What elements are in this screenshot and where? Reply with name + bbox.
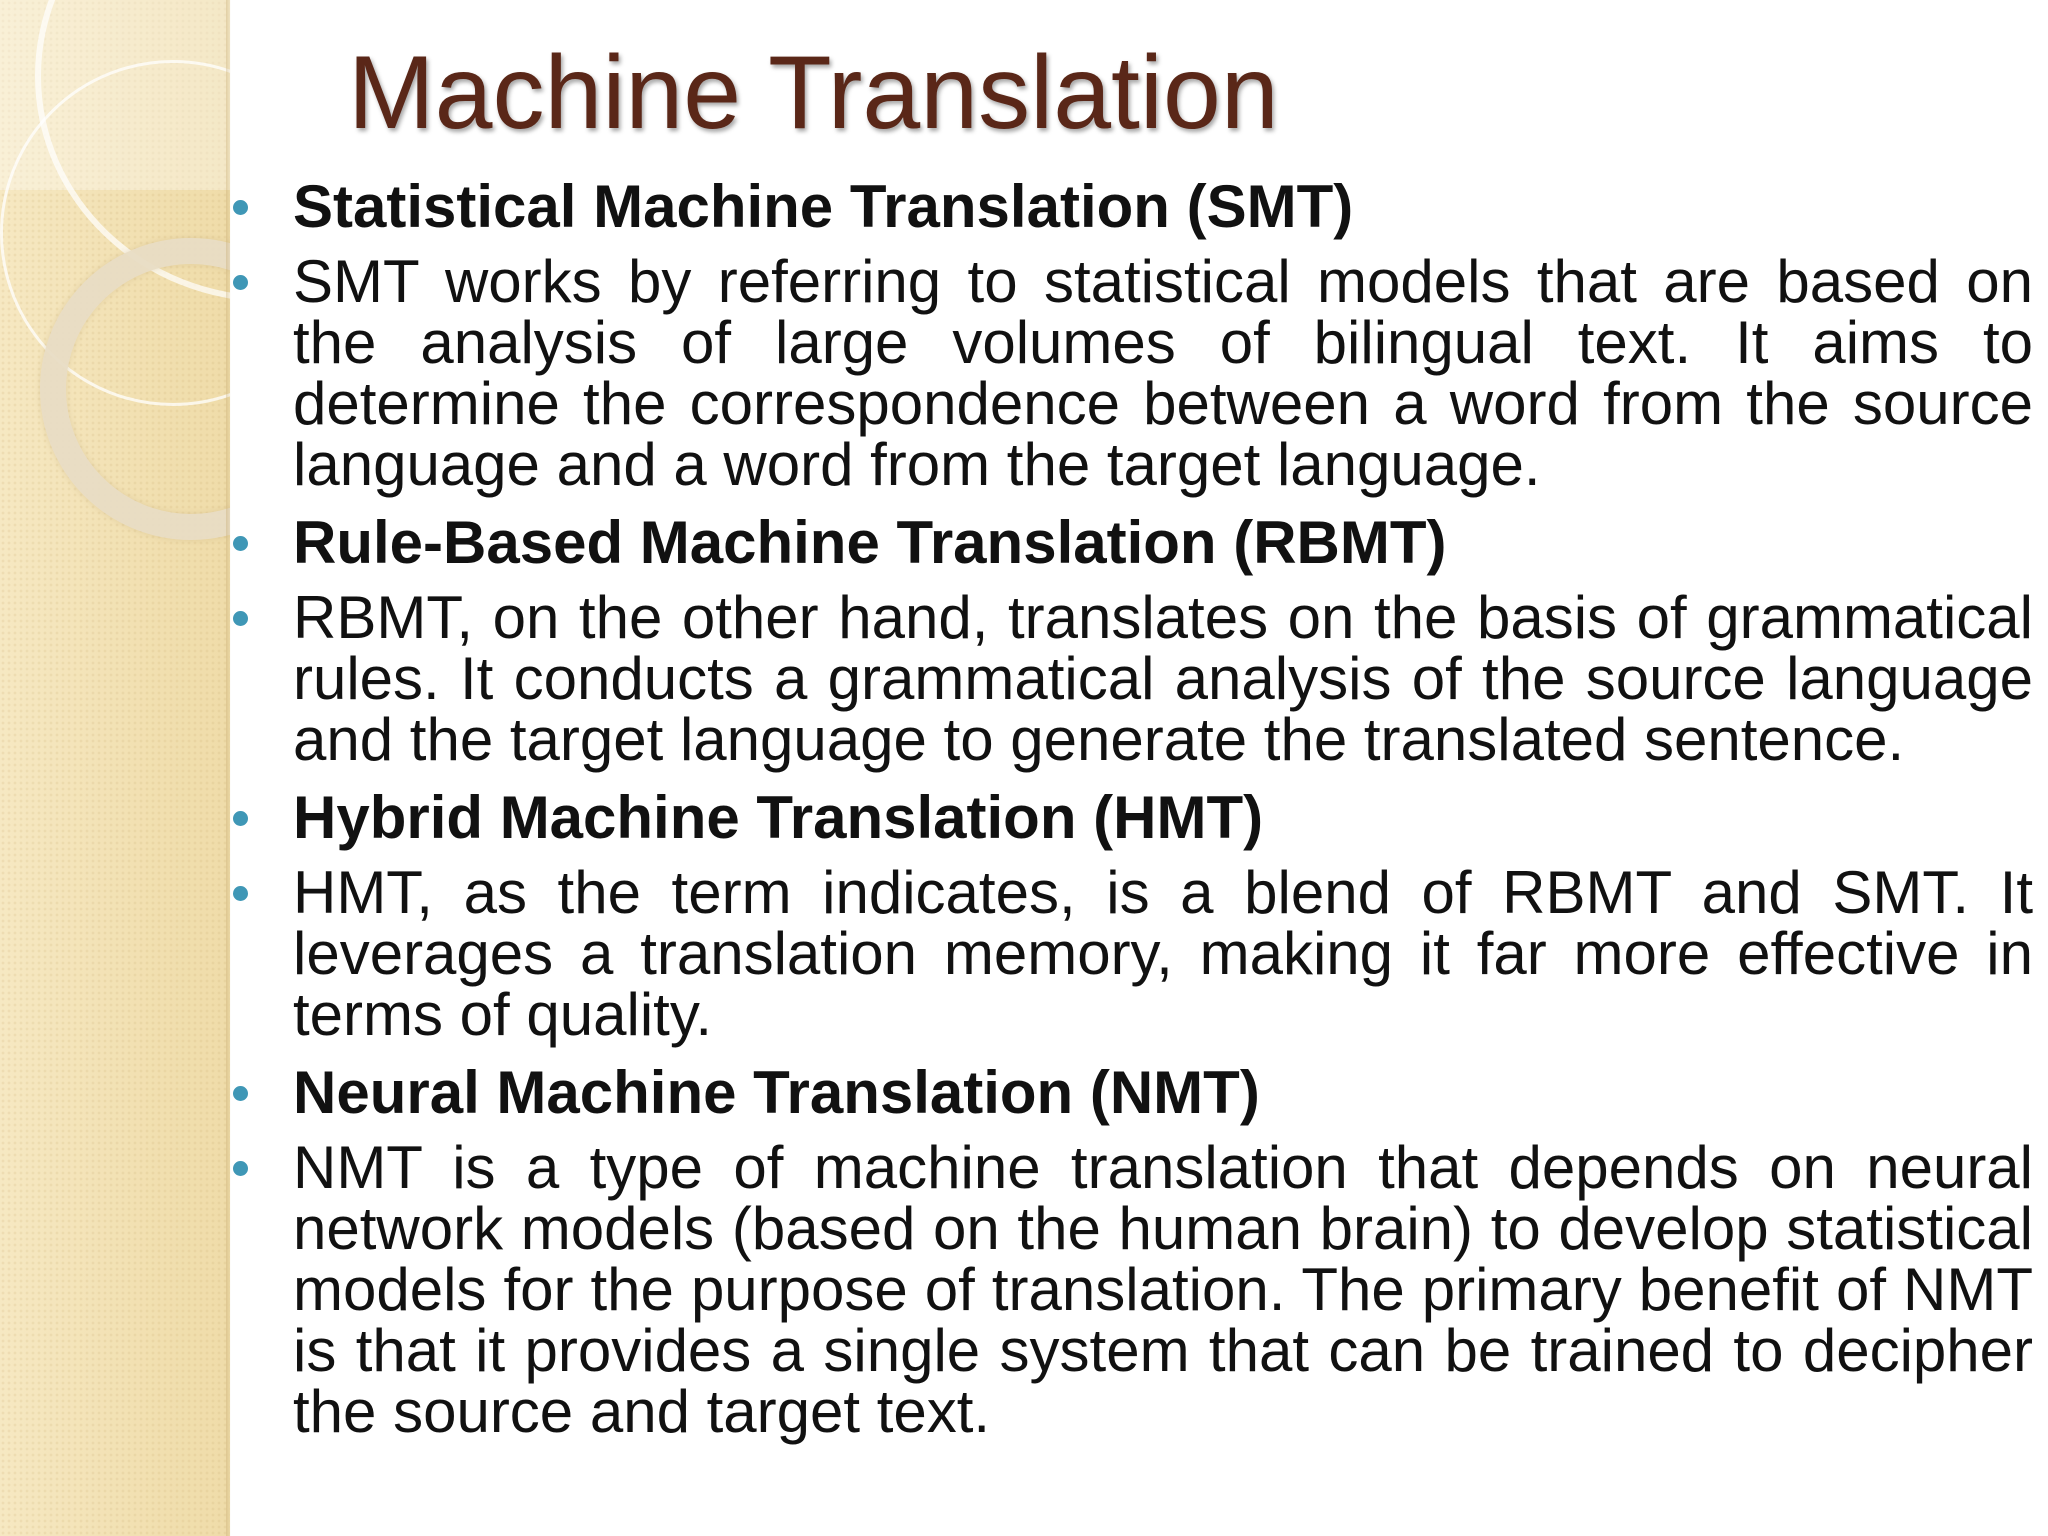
bullet-item-hmt-description [225, 859, 2033, 1048]
bullet-dot-icon [233, 611, 248, 626]
bullet-item-rbmt-description [225, 584, 2033, 773]
bullet-item-smt-description [225, 248, 2033, 498]
bullet-text: HMT, as the term indicates, is a blend of RBMT and SMT. It leverages a translation memory, making it far more effective in terms of quality. [293, 859, 2033, 1048]
bullet-dot-icon [233, 275, 248, 290]
bullet-text: RBMT, on the other hand, translates on the basis of grammatical rules. It conducts a grammatical analysis of the source language and the target language to generate the translated sentence. [293, 584, 2033, 773]
bullet-dot-icon [233, 200, 248, 215]
bullet-item-smt-heading [225, 173, 2033, 240]
bullet-text: Neural Machine Translation (NMT) [293, 1059, 1260, 1126]
bullet-item-nmt-heading [225, 1059, 2033, 1126]
bullet-text: NMT is a type of machine translation that depends on neural network models (based on the human brain) to develop statistical models for the purpose of translation. The primary benefit of NMT is that it provides a single system that can be trained to decipher the source and target text. [293, 1134, 2033, 1445]
decorative-side-panel [0, 0, 230, 1536]
bullet-item-hmt-heading [225, 784, 2033, 851]
bullet-text: Hybrid Machine Translation (HMT) [293, 784, 1264, 851]
bullet-item-nmt-description [225, 1134, 2033, 1445]
bullet-dot-icon [233, 811, 248, 826]
bullet-dot-icon [233, 886, 248, 901]
bullet-list [225, 173, 2033, 1459]
bullet-text: Statistical Machine Translation (SMT) [293, 173, 1354, 240]
slide-title: Machine Translation [348, 35, 1279, 151]
bullet-dot-icon [233, 536, 248, 551]
bullet-dot-icon [233, 1161, 248, 1176]
bullet-text: SMT works by referring to statistical models that are based on the analysis of large volumes of bilingual text. It aims to determine the correspondence between a word from the source language and a word from the target language. [293, 248, 2033, 498]
bullet-dot-icon [233, 1086, 248, 1101]
bullet-item-rbmt-heading [225, 509, 2033, 576]
bullet-text: Rule-Based Machine Translation (RBMT) [293, 509, 1447, 576]
